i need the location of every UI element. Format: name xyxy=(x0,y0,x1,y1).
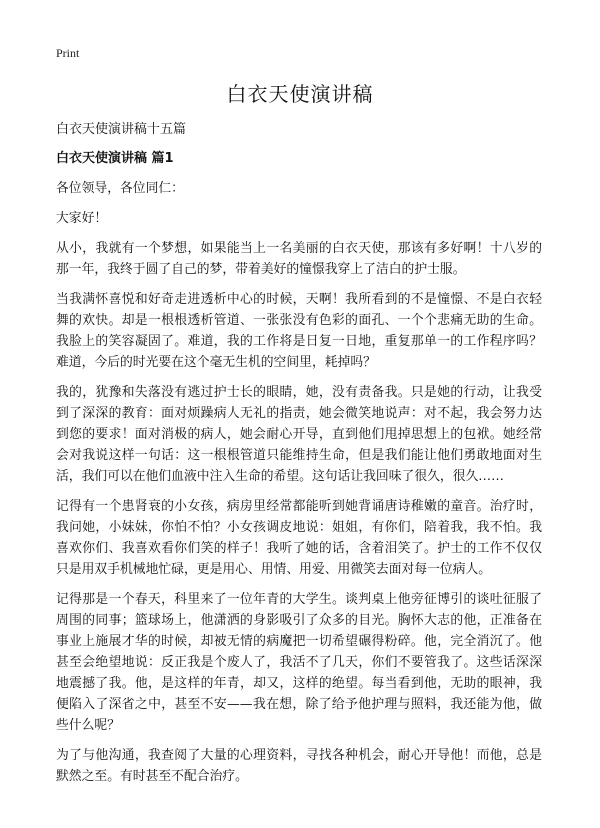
section-heading: 白衣天使演讲稿 篇1 xyxy=(56,151,174,166)
speech-body xyxy=(56,178,542,796)
print-link[interactable]: Print xyxy=(56,46,80,60)
paragraph: 记得那是一个春天，科里来了一位年青的大学生。谈判桌上他旁征博引的谈吐征服了周围的同事；篮球场上，他潇洒的身影吸引了众多的目光。胸怀大志的他，正准备在事业上施展才华的时候，却被无情的病魔把一切希望碾得粉碎。他，完全消沉了。他甚至会绝望地说：反正我是个废人了，我活不了几天，你们不要管我了。这些话深深地震撼了我。他，是这样的年青，却又，这样的绝望。每当看到他，无助的眼神，我便陷入了深省之中，甚至不安——我在想，除了给予他护理与照料，我还能为他，做些什么呢？ xyxy=(56,592,542,733)
paragraph: 记得有一个患肾衰的小女孩，病房里经常都能听到她背诵唐诗稚嫩的童音。治疗时，我问她，小妹妹，你怕不怕？小女孩调皮地说：姐姐，有你们，陪着我，我不怕。我喜欢你们、我喜欢看你们笑的样子！我听了她的话，含着泪笑了。护士的工作不仅仅只是用双手机械地忙碌，更是用心、用情、用爱、用微笑去面对每一位病人。 xyxy=(56,499,542,577)
paragraph: 各位领导，各位同仁： xyxy=(56,181,184,196)
paragraph: 大家好！ xyxy=(56,211,108,226)
document-subtitle: 白衣天使演讲稿十五篇 xyxy=(56,122,187,137)
paragraph: 从小，我就有一个梦想，如果能当上一名美丽的白衣天使，那该有多好啊！十八岁的那一年，我终于圆了自己的梦，带着美好的憧憬我穿上了洁白的护士服。 xyxy=(56,241,542,277)
paragraph: 为了与他沟通，我查阅了大量的心理资料，寻找各种机会，耐心开导他！而他，总是默然之至。有时甚至不配合治疗。 xyxy=(56,748,542,784)
paragraph: 当我满怀喜悦和好奇走进透析中心的时候，天啊！我所看到的不是憧憬、不是白衣轻舞的欢快。却是一根根透析管道、一张张没有色彩的面孔、一个个悲痛无助的生命。我脸上的笑容凝固了。难道，我的工作将是日复一日地，重复那单一的工作程序吗？难道，今后的时光要在这个毫无生机的空间里，耗掉吗？ xyxy=(56,292,542,370)
page-title: 白衣天使演讲稿 xyxy=(226,82,374,106)
paragraph: 我的，犹豫和失落没有逃过护士长的眼睛，她，没有责备我。只是她的行动，让我受到了深深的教育：面对烦躁病人无礼的指责，她会微笑地说声：对不起，我会努力达到您的要求！面对消极的病人，她会耐心开导，直到他们甩掉思想上的包袱。她经常会对我说这样一句话：这一根根管道只能维持生命，但是我们能让他们勇敢地面对生活，我们可以在他们血液中注入生命的希望。这句话让我回味了很久，很久…… xyxy=(56,385,542,484)
